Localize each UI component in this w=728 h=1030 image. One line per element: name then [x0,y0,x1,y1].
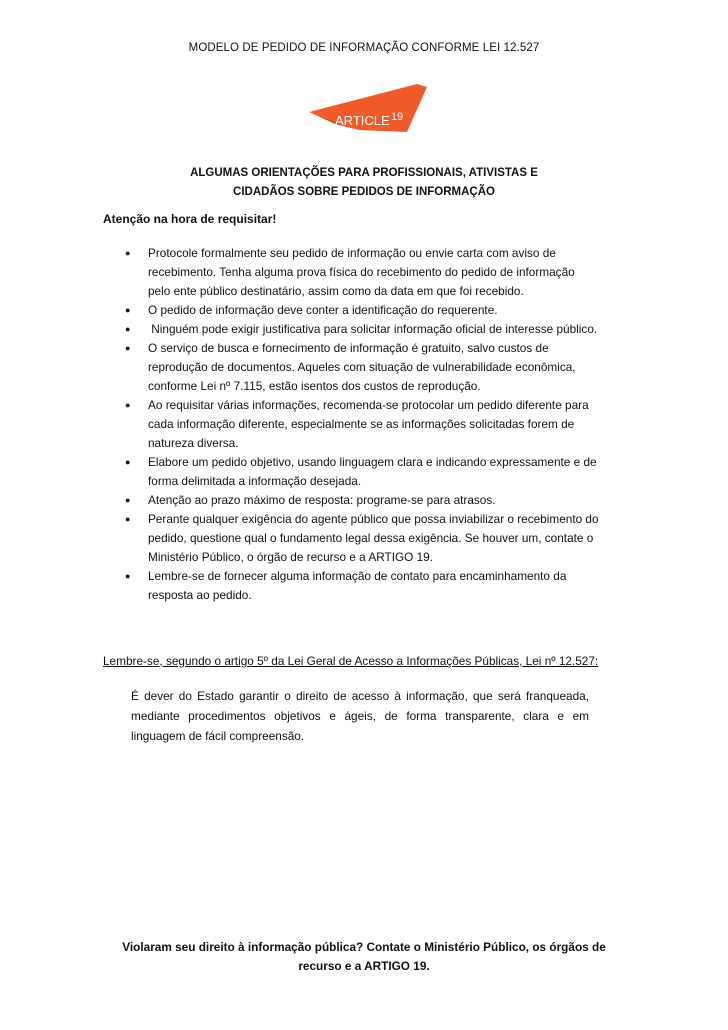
document-title-line-2: CIDADÃOS SOBRE PEDIDOS DE INFORMAÇÃO [233,186,495,198]
list-item-line: Ninguém pode exigir justificativa para solicitar informação oficial de interesse público. [148,322,598,336]
bullet-icon: ● [125,495,131,505]
list-item-line: forma delimitada a informação desejada. [148,474,362,488]
list-item-line: Ministério Público, o órgão de recurso e a ARTIGO 19. [148,550,434,564]
list-item [103,244,633,301]
list-item-line: Perante qualquer exigência do agente público que possa inviabilizar o recebimento do [148,512,599,526]
list-item [103,339,633,396]
list-item [103,320,633,339]
bullet-icon: ● [125,571,131,581]
list-item-line: cada informação diferente, especialmente se as informações solicitadas forem de [148,417,575,431]
list-item-line: reprodução de documentos. Aqueles com situação de vulnerabilidade econômica, [148,360,576,374]
list-item-line: Lembre-se de fornecer alguma informação de contato para encaminhamento da [148,569,567,583]
section-heading-law-article: Lembre-se, segundo o artigo 5º da Lei Geral de Acesso a Informações Públicas, Lei nº 12.527: [103,654,599,668]
logo-superscript: 19 [391,111,404,123]
document-title [0,164,728,202]
bullet-icon: ● [125,343,131,353]
footer-note [110,938,618,976]
list-item [103,491,633,510]
list-item-line: Protocole formalmente seu pedido de informação ou envie carta com aviso de [148,246,556,260]
law-quote: É dever do Estado garantir o direito de acesso à informação, que será franqueada, mediante procedimentos objetivos e ágeis, de forma transparente, clara e em linguagem de fácil compreensão. [131,689,589,743]
list-item-line: conforme Lei nº 7.115, estão isentos dos custos de reprodução. [148,379,481,393]
bullet-icon: ● [125,400,131,410]
list-item-line: pelo ente público destinatário, assim como da data em que foi recebido. [148,284,524,298]
list-item [103,510,633,567]
list-item-line: Atenção ao prazo máximo de resposta: programe-se para atrasos. [148,493,496,507]
guidelines-list [103,244,633,605]
logo-mark [305,84,427,134]
list-item-line: pedido, questione qual o fundamento legal dessa exigência. Se houver um, contate o [148,531,594,545]
bullet-icon: ● [125,324,131,334]
list-item-line: Ao requisitar várias informações, recomenda-se protocolar um pedido diferente para [148,398,589,412]
logo-text: ARTICLE [335,113,390,128]
list-item [103,567,633,605]
list-item-line: recebimento. Tenha alguma prova física do recebimento do pedido de informação [148,265,575,279]
footer-note-line-1: Violaram seu direito à informação pública? Contate o Ministério Público, os órgãos de [122,940,606,954]
bullet-icon: ● [125,457,131,467]
page-header: MODELO DE PEDIDO DE INFORMAÇÃO CONFORME LEI 12.527 [188,42,540,54]
list-item [103,301,633,320]
footer-note-line-2: recurso e a ARTIGO 19. [298,959,430,973]
bullet-icon: ● [125,514,131,524]
list-item-line: O serviço de busca e fornecimento de informação é gratuito, salvo custos de [148,341,549,355]
article-19-logo [305,84,427,134]
list-item [103,453,633,491]
list-item [103,396,633,453]
list-item-line: O pedido de informação deve conter a identificação do requerente. [148,303,498,317]
document-title-line-1: ALGUMAS ORIENTAÇÕES PARA PROFISSIONAIS, ATIVISTAS E [190,167,538,179]
section-heading-attention: Atenção na hora de requisitar! [103,212,277,226]
bullet-icon: ● [125,248,131,258]
list-item-line: natureza diversa. [148,436,239,450]
list-item-line: resposta ao pedido. [148,588,252,602]
bullet-icon: ● [125,305,131,315]
list-item-line: Elabore um pedido objetivo, usando linguagem clara e indicando expressamente e de [148,455,597,469]
